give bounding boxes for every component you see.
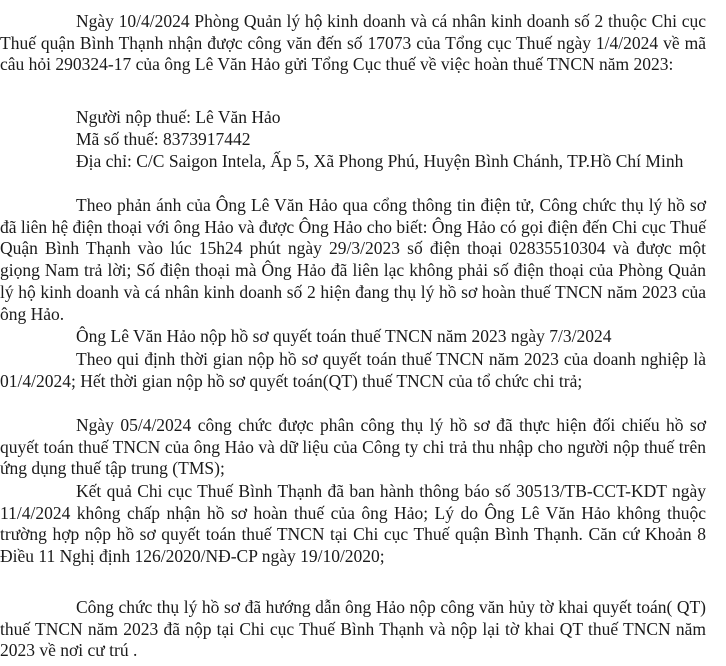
paragraph-deadline: Theo qui định thời gian nộp hồ sơ quyết toán thuế TNCN năm 2023 của doanh nghiệp là 01/4/2024; Hết thời gian nộp hồ sơ quyết toán(QT) thuế TNCN của tổ chức chi trả; [0,349,706,391]
paragraph-report: Theo phản ánh của Ông Lê Văn Hảo qua cổng thông tin điện tử, Công chức thụ lý hồ sơ đã liên hệ điện thoại với ông Hảo và được Ông Hảo cho biết: Ông Hảo có gọi điện đến Chi cục Thuế Quận Bình Thạnh vào lúc 15h24 phút ngày 29/3/2023 số điện thoại 02835510304 và được một giọng Nam trả lời; Số điện thoại mà Ông Hảo đã liên lạc không phải số điện thoại của Phòng Quản lý hộ kinh doanh và cá nhân kinh doanh số 2 hiện đang thụ lý hồ sơ hoàn thuế TNCN năm 2023 của ông Hảo. [0,195,706,324]
paragraph-guidance: Công chức thụ lý hồ sơ đã hướng dẫn ông Hảo nộp công văn hủy tờ khai quyết toán( QT) thuế TNCN năm 2023 đã nộp tại Chi cục Thuế Bình Thạnh và nộp lại tờ khai QT thuế TNCN năm 2023 về nơi cư trú . [0,597,706,661]
field-tax-code: Mã số thuế: 8373917442 [76,129,251,149]
field-taxpayer-name: Người nộp thuế: Lê Văn Hảo [76,107,281,127]
paragraph-submission-date: Ông Lê Văn Hảo nộp hồ sơ quyết toán thuế TNCN năm 2023 ngày 7/3/2024 [76,326,612,346]
field-address: Địa chỉ: C/C Saigon Intela, Ấp 5, Xã Phong Phú, Huyện Bình Chánh, TP.Hồ Chí Minh [76,151,684,171]
paragraph-reconciliation: Ngày 05/4/2024 công chức được phân công thụ lý hồ sơ đã thực hiện đối chiếu hồ sơ quyết toán thuế TNCN của ông Hảo và dữ liệu của Công ty chi trả thu nhập cho người nộp thuế trên ứng dụng thuế tập trung (TMS); [0,415,706,479]
paragraph-result: Kết quả Chi cục Thuế Bình Thạnh đã ban hành thông báo số 30513/TB-CCT-KDT ngày 11/4/2024 không chấp nhận hồ sơ hoàn thuế của ông Hảo; Lý do Ông Lê Văn Hảo không thuộc trường hợp nộp hồ sơ quyết toán thuế TNCN tại Chi cục Thuế quận Bình Thạnh. Căn cứ Khoản 8 Điều 11 Nghị định 126/2020/NĐ-CP ngày 19/10/2020; [0,481,706,567]
paragraph-intro: Ngày 10/4/2024 Phòng Quản lý hộ kinh doanh và cá nhân kinh doanh số 2 thuộc Chi cục Thuế quận Bình Thạnh nhận được công văn đến số 17073 của Tổng cục Thuế ngày 1/4/2024 về mã câu hỏi 290324-17 của ông Lê Văn Hảo gửi Tổng Cục thuế về việc hoàn thuế TNCN năm 2023: [0,11,706,75]
